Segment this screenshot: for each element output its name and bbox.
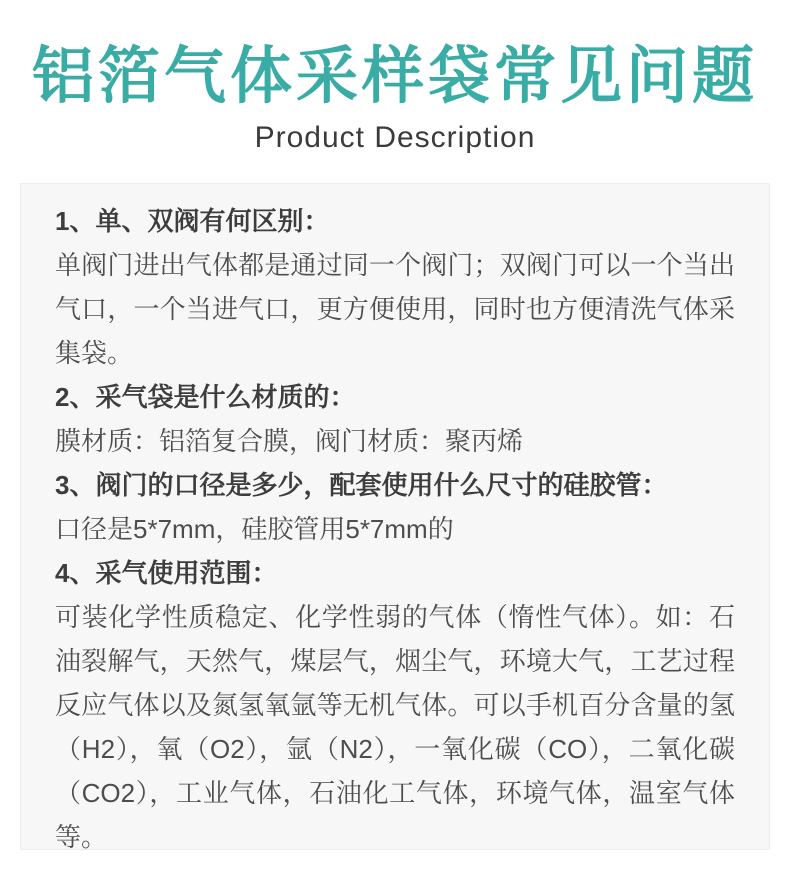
faq-answer-3: 口径是5*7mm，硅胶管用5*7mm的	[55, 514, 454, 544]
faq-question-4: 4、采气使用范围：	[55, 558, 278, 588]
page-title: 铝箔气体采样袋常见问题	[31, 42, 758, 111]
faq-answer-4: 可装化学性质稳定、化学性弱的气体（惰性气体）。如：石油裂解气，天然气，煤层气，烟尘气，环境大气，工艺过程反应气体以及氮氢氧氩等无机气体。可以手机百分含量的氢（H2），氧（O2），氩（N2），一氧化碳（CO），二氧化碳（CO2），工业气体，石油化工气体，环境气体，温室气体等。	[55, 602, 735, 852]
faq-answer-1: 单阀门进出气体都是通过同一个阀门；双阀门可以一个当出气口，一个当进气口，更方便使用，同时也方便清洗气体采集袋。	[55, 250, 735, 368]
faq-question-2: 2、采气袋是什么材质的：	[55, 382, 356, 412]
page-subtitle: Product Description	[254, 121, 536, 154]
faq-panel	[20, 183, 770, 850]
faq-question-1: 1、单、双阀有何区别：	[55, 206, 330, 236]
faq-answer-2: 膜材质：铝箔复合膜，阀门材质：聚丙烯	[55, 426, 524, 456]
faq-question-3: 3、阀门的口径是多少，配套使用什么尺寸的硅胶管：	[55, 470, 668, 500]
